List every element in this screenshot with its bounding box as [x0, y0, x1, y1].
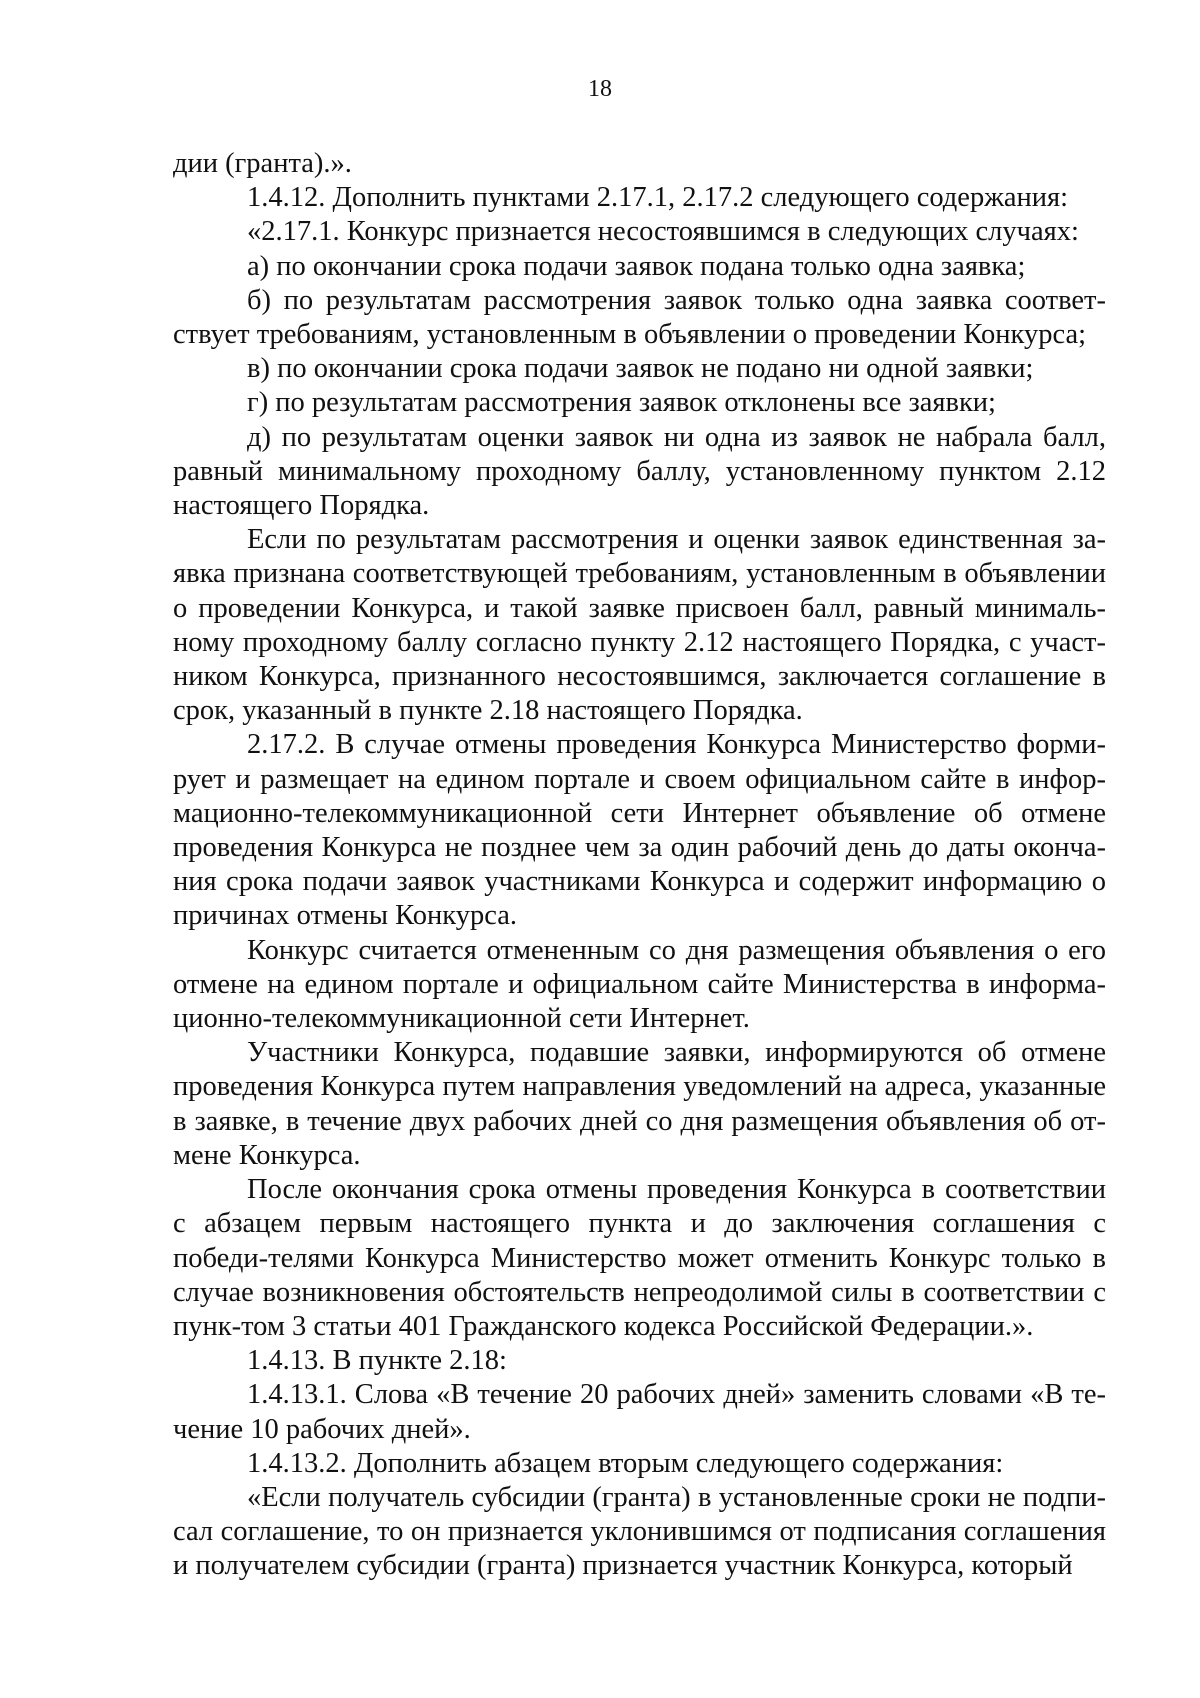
paragraph: в) по окончании срока подачи заявок не подано ни одной заявки; [247, 353, 1034, 385]
paragraph: 2.17.2. В случае отмены проведения Конкурса Министерство форми-рует и размещает на едином портале и своем официальном сайте в инфор-мационно-телекоммуникационной сети Интернет объявление об отмене проведения Конкурса не позднее чем за один рабочий день до даты оконча-ния срока подачи заявок участниками Конкурса и содержит информацию о причинах отмены Конкурса. [173, 729, 1106, 932]
paragraph: «Если получатель субсидии (гранта) в установленные сроки не подпи-сал соглашение, то он признается уклонившимся от подписания соглашения и получателем субсидии (гранта) признается участник Конкурса, который [173, 1481, 1106, 1582]
paragraph: 1.4.13. В пункте 2.18: [247, 1345, 507, 1377]
page-number: 18 [588, 76, 612, 102]
paragraph: дии (гранта).». [173, 148, 352, 179]
paragraph: Если по результатам рассмотрения и оценки заявок единственная за-явка признана соответствующей требованиям, установленным в объявлении о проведении Конкурса, и такой заявке присвоен балл, равный минималь-ному проходному баллу согласно пункту 2.12 настоящего Порядка, с участ-ником Конкурса, признанного несостоявшимся, заключается соглашение в срок, указанный в пункте 2.18 настоящего Порядка. [173, 524, 1106, 727]
paragraph: Участники Конкурса, подавшие заявки, информируются об отмене проведения Конкурса путем направления уведомлений на адреса, указанные в заявке, в течение двух рабочих дней со дня размещения объявления об от-мене Конкурса. [173, 1037, 1106, 1171]
paragraph: «2.17.1. Конкурс признается несостоявшимся в следующих случаях: [247, 216, 1079, 248]
paragraph: д) по результатам оценки заявок ни одна из заявок не набрала балл, равный минимальному проходному баллу, установленному пунктом 2.12 настоящего Порядка. [173, 421, 1106, 522]
paragraph: 1.4.13.1. Слова «В течение 20 рабочих дней» заменить словами «В те-чение 10 рабочих дней». [173, 1379, 1106, 1445]
paragraph: г) по результатам рассмотрения заявок отклонены все заявки; [247, 387, 996, 419]
paragraph: б) по результатам рассмотрения заявок только одна заявка соответ-ствует требованиям, установленным в объявлении о проведении Конкурса; [173, 284, 1106, 351]
paragraph: 1.4.12. Дополнить пунктами 2.17.1, 2.17.2 следующего содержания: [247, 182, 1069, 214]
paragraph: а) по окончании срока подачи заявок подана только одна заявка; [247, 250, 1026, 282]
paragraph: После окончания срока отмены проведения Конкурса в соответствии с абзацем первым настоящего пункта и до заключения соглашения с победи-телями Конкурса Министерство может отменить Конкурс только в случае возникновения обстоятельств непреодолимой силы в соответствии с пунк-том 3 статьи 401 Гражданского кодекса Российской Федерации.». [173, 1174, 1106, 1342]
document-body [173, 147, 1106, 1584]
paragraph: 1.4.13.2. Дополнить абзацем вторым следующего содержания: [247, 1447, 1004, 1479]
paragraph: Конкурс считается отмененным со дня размещения объявления о его отмене на едином портале и официальном сайте Министерства в информа-ционно-телекоммуникационной сети Интернет. [173, 934, 1106, 1035]
